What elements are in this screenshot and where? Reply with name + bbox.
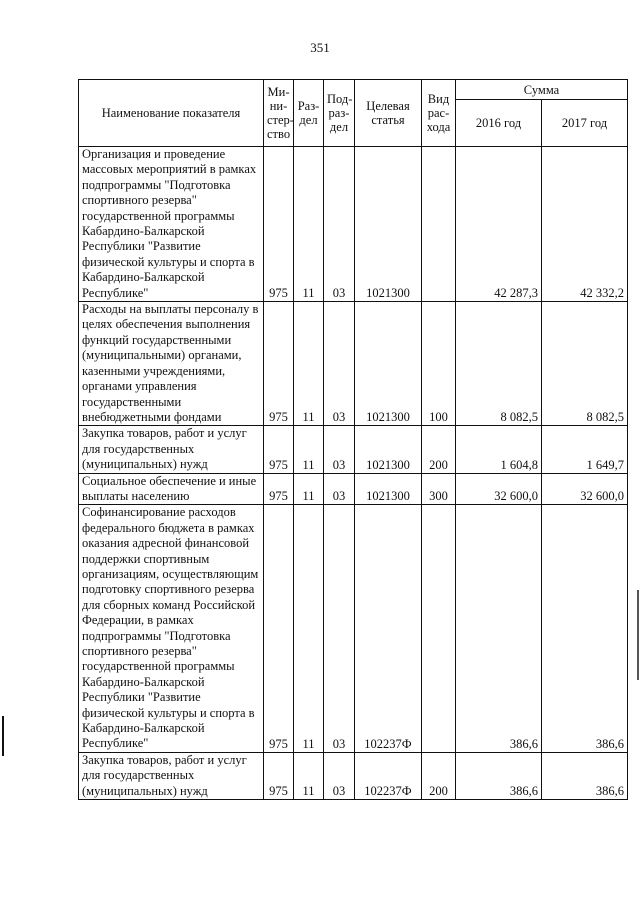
row-sum-2016: 32 600,0	[456, 473, 542, 505]
row-expense-type: 300	[422, 473, 456, 505]
row-name: Закупка товаров, работ и услуг для государственных (муниципальных) нужд	[79, 426, 264, 473]
table-row	[79, 147, 628, 302]
row-target: 1021300	[355, 473, 422, 505]
header-ministry: Ми- ни- стер- ство	[264, 80, 294, 147]
row-name: Расходы на выплаты персоналу в целях обеспечения выполнения функций государственными (муниципальными) органами, казенными учреждениями, органами управления государственными внебюджетными фондами	[79, 302, 264, 426]
row-target: 1021300	[355, 426, 422, 473]
header-target: Целевая статья	[355, 80, 422, 147]
row-target: 102237Ф	[355, 505, 422, 753]
row-subsection: 03	[324, 473, 355, 505]
header-expense-type: Вид рас- хода	[422, 80, 456, 147]
row-sum-2017: 386,6	[542, 752, 628, 799]
table-body	[79, 147, 628, 800]
row-ministry: 975	[264, 147, 294, 302]
row-sum-2017: 42 332,2	[542, 147, 628, 302]
header-section: Раз- дел	[294, 80, 324, 147]
row-sum-2017: 32 600,0	[542, 473, 628, 505]
header-year-2017: 2017 год	[542, 100, 628, 147]
row-sum-2016: 1 604,8	[456, 426, 542, 473]
row-sum-2016: 42 287,3	[456, 147, 542, 302]
table-row	[79, 473, 628, 505]
row-subsection: 03	[324, 426, 355, 473]
row-sum-2016: 386,6	[456, 752, 542, 799]
table-row	[79, 426, 628, 473]
row-subsection: 03	[324, 505, 355, 753]
row-section: 11	[294, 426, 324, 473]
row-name: Закупка товаров, работ и услуг для государственных (муниципальных) нужд	[79, 752, 264, 799]
budget-table	[78, 79, 628, 800]
row-expense-type: 100	[422, 302, 456, 426]
row-section: 11	[294, 473, 324, 505]
row-expense-type: 200	[422, 752, 456, 799]
row-ministry: 975	[264, 473, 294, 505]
row-sum-2017: 8 082,5	[542, 302, 628, 426]
row-expense-type	[422, 505, 456, 753]
table-row	[79, 752, 628, 799]
row-name: Софинансирование расходов федерального бюджета в рамках оказания адресной финансовой поддержки спортивным организациям, осуществляющим подготовку спортивного резерва для сборных команд Российской Федерации, в рамках подпрограммы "Подготовка спортивного резерва" государственной программы Кабардино-Балкарской Республики "Развитие физической культуры и спорта в Кабардино-Балкарской Республике"	[79, 505, 264, 753]
row-ministry: 975	[264, 505, 294, 753]
row-target: 102237Ф	[355, 752, 422, 799]
row-sum-2017: 1 649,7	[542, 426, 628, 473]
row-ministry: 975	[264, 426, 294, 473]
table-row	[79, 505, 628, 753]
row-sum-2016: 386,6	[456, 505, 542, 753]
row-subsection: 03	[324, 302, 355, 426]
header-sum: Сумма	[456, 80, 628, 100]
row-expense-type: 200	[422, 426, 456, 473]
header-subsection: Под- раз- дел	[324, 80, 355, 147]
page-number: 351	[310, 40, 330, 55]
table-row	[79, 302, 628, 426]
header-year-2016: 2016 год	[456, 100, 542, 147]
row-target: 1021300	[355, 147, 422, 302]
row-expense-type	[422, 147, 456, 302]
row-name: Организация и проведение массовых мероприятий в рамках подпрограммы "Подготовка спортивного резерва" государственной программы Кабардино-Балкарской Республики "Развитие физической культуры и спорта в Кабардино-Балкарской Республике"	[79, 147, 264, 302]
header-name: Наименование показателя	[79, 80, 264, 147]
row-section: 11	[294, 505, 324, 753]
scan-edge-mark	[637, 590, 639, 680]
row-ministry: 975	[264, 302, 294, 426]
row-section: 11	[294, 302, 324, 426]
row-ministry: 975	[264, 752, 294, 799]
row-target: 1021300	[355, 302, 422, 426]
scan-edge-mark	[2, 716, 4, 756]
row-subsection: 03	[324, 752, 355, 799]
row-section: 11	[294, 147, 324, 302]
row-name: Социальное обеспечение и иные выплаты населению	[79, 473, 264, 505]
row-subsection: 03	[324, 147, 355, 302]
row-sum-2017: 386,6	[542, 505, 628, 753]
row-section: 11	[294, 752, 324, 799]
row-sum-2016: 8 082,5	[456, 302, 542, 426]
